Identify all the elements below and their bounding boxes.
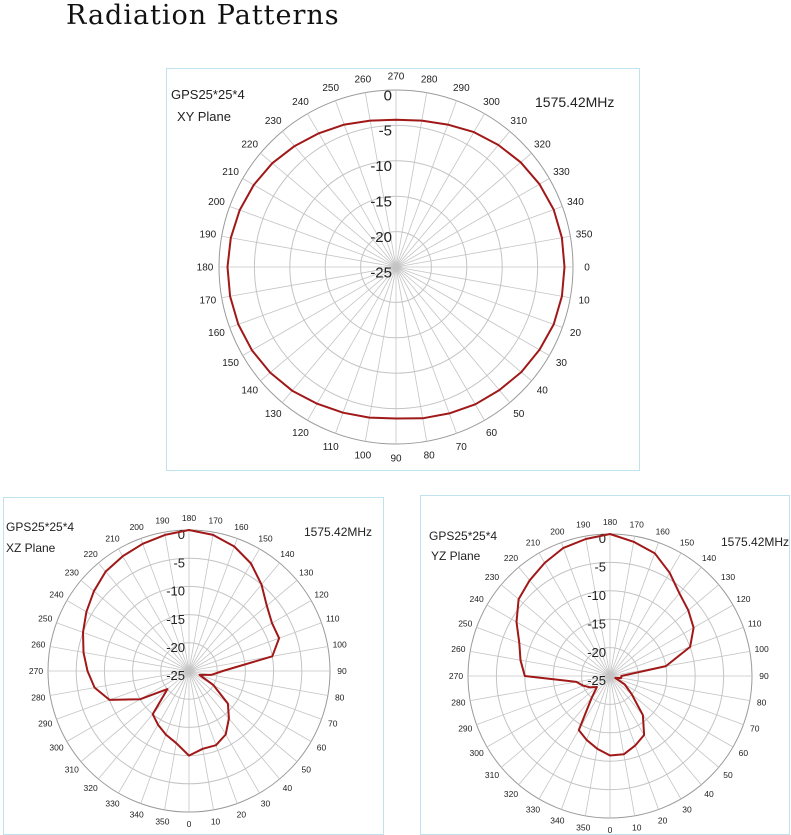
angle-tick-label: 300 <box>483 97 500 109</box>
radial-tick-label: -10 <box>166 583 185 599</box>
polar-grid <box>48 530 330 812</box>
radial-tick-label: -20 <box>166 639 185 655</box>
radial-tick-label: 0 <box>177 527 185 543</box>
angle-tick-label: 50 <box>723 769 733 780</box>
radial-tick-label: -20 <box>370 228 392 246</box>
angle-tick-label: 90 <box>337 665 347 676</box>
angle-tick-label: 50 <box>301 764 311 775</box>
angle-tick-label: 320 <box>83 783 98 794</box>
angle-tick-label: 280 <box>451 697 466 708</box>
angle-tick-label: 320 <box>503 788 519 799</box>
radial-tick-label: -25 <box>166 668 185 684</box>
angle-tick-label: 320 <box>533 139 551 151</box>
radial-tick-label: -5 <box>378 122 392 140</box>
angle-tick-label: 70 <box>749 723 760 734</box>
angle-tick-label: 180 <box>602 516 618 527</box>
angle-tick-label: 170 <box>208 515 223 526</box>
angle-tick-label: 330 <box>105 798 120 809</box>
chart-subtitle: YZ Plane <box>431 549 481 563</box>
radial-tick-label: -10 <box>587 587 606 603</box>
angle-tick-label: 40 <box>704 788 714 799</box>
angle-tick-label: 140 <box>241 385 259 397</box>
angle-tick-label: 120 <box>736 593 751 604</box>
angle-tick-label: 100 <box>354 450 372 462</box>
angle-tick-label: 220 <box>503 553 519 564</box>
radial-tick-label: -15 <box>166 611 185 627</box>
angle-tick-label: 250 <box>322 83 340 95</box>
angle-tick-label: 90 <box>759 670 769 681</box>
angle-tick-label: 270 <box>387 71 405 83</box>
angle-tick-label: 100 <box>754 644 769 655</box>
xy-plane-chart-panel <box>166 68 640 471</box>
angle-tick-label: 10 <box>632 822 642 833</box>
angle-tick-label: 230 <box>484 571 500 582</box>
angle-tick-label: 70 <box>455 441 467 453</box>
angle-tick-label: 130 <box>720 571 736 582</box>
angle-tick-label: 250 <box>38 613 53 624</box>
xy-plane-polar-chart <box>167 69 639 470</box>
radial-tick-label: -5 <box>594 559 606 575</box>
angle-tick-label: 200 <box>129 522 144 533</box>
angle-tick-label: 220 <box>241 139 259 151</box>
chart-title: GPS25*25*4 <box>6 520 75 534</box>
angle-tick-label: 300 <box>469 747 484 758</box>
angle-tick-label: 310 <box>64 764 79 775</box>
angle-tick-label: 80 <box>756 697 767 708</box>
radial-tick-label: -15 <box>587 616 606 632</box>
angle-tick-label: 40 <box>282 783 293 794</box>
angle-tick-label: 30 <box>260 798 271 809</box>
chart-subtitle: XZ Plane <box>6 541 56 555</box>
angle-tick-label: 230 <box>264 116 282 128</box>
angle-tick-label: 270 <box>448 670 464 681</box>
angle-tick-label: 60 <box>316 742 327 753</box>
angle-tick-label: 240 <box>469 593 484 604</box>
angle-tick-label: 190 <box>155 515 170 526</box>
frequency-label: 1575.42MHz <box>304 525 373 539</box>
angle-tick-label: 190 <box>576 519 591 530</box>
angle-tick-label: 200 <box>208 197 225 209</box>
angle-tick-label: 120 <box>314 589 329 600</box>
angle-tick-label: 260 <box>354 74 372 86</box>
angle-tick-label: 290 <box>452 83 470 95</box>
angle-tick-label: 260 <box>451 644 466 655</box>
angle-tick-label: 190 <box>199 229 217 241</box>
angle-tick-label: 10 <box>210 816 221 827</box>
radial-tick-label: 0 <box>598 531 606 547</box>
angle-tick-label: 40 <box>536 385 548 397</box>
angle-tick-label: 310 <box>510 116 528 128</box>
chart-subtitle: XY Plane <box>177 109 231 124</box>
angle-tick-label: 260 <box>31 639 46 650</box>
angle-tick-label: 200 <box>550 526 565 537</box>
angle-tick-label: 250 <box>458 618 473 629</box>
angle-tick-label: 340 <box>129 809 144 820</box>
angle-tick-label: 290 <box>458 723 473 734</box>
angle-tick-label: 30 <box>682 804 692 815</box>
angle-tick-label: 350 <box>575 229 593 241</box>
angle-tick-label: 0 <box>186 818 192 829</box>
angle-tick-label: 240 <box>292 97 309 109</box>
angle-tick-label: 110 <box>325 613 340 624</box>
angle-tick-label: 120 <box>292 427 309 439</box>
polar-grid <box>219 90 573 444</box>
angle-tick-label: 50 <box>513 408 525 420</box>
radial-tick-label: -15 <box>370 193 392 211</box>
angle-tick-label: 240 <box>49 589 64 600</box>
angle-tick-label: 340 <box>550 815 565 826</box>
angle-tick-label: 160 <box>234 522 249 533</box>
angle-tick-label: 10 <box>578 295 590 307</box>
radial-tick-label: -20 <box>587 644 606 660</box>
angle-tick-label: 300 <box>49 742 64 753</box>
xz-plane-polar-chart <box>4 498 383 834</box>
radial-tick-label: -10 <box>370 158 392 176</box>
angle-tick-label: 30 <box>555 358 567 369</box>
angle-tick-label: 340 <box>567 197 584 209</box>
angle-tick-label: 170 <box>629 519 644 530</box>
angle-tick-label: 160 <box>208 327 225 339</box>
angle-tick-label: 150 <box>258 533 273 544</box>
angle-tick-label: 180 <box>196 262 214 274</box>
angle-tick-label: 220 <box>83 548 98 559</box>
chart-title: GPS25*25*4 <box>171 87 245 102</box>
angle-tick-label: 90 <box>390 453 402 465</box>
angle-tick-label: 290 <box>38 718 53 729</box>
angle-tick-label: 140 <box>701 553 717 564</box>
angle-tick-label: 0 <box>584 262 590 274</box>
angle-tick-label: 310 <box>484 769 500 780</box>
angle-tick-label: 280 <box>31 692 46 703</box>
angle-tick-label: 110 <box>747 618 762 629</box>
xz-plane-chart-panel <box>3 497 384 835</box>
page-title: Radiation Patterns <box>66 0 340 31</box>
angle-tick-label: 70 <box>328 718 338 729</box>
radial-tick-label: -25 <box>587 673 606 689</box>
angle-tick-label: 210 <box>105 533 120 544</box>
angle-tick-label: 210 <box>525 537 541 548</box>
angle-tick-label: 140 <box>280 548 295 559</box>
angle-tick-label: 280 <box>420 74 438 86</box>
angle-tick-label: 20 <box>657 815 668 826</box>
angle-tick-label: 130 <box>264 408 282 420</box>
yz-plane-polar-chart <box>421 496 789 834</box>
angle-tick-label: 110 <box>322 441 339 453</box>
angle-tick-label: 60 <box>738 747 749 758</box>
radial-tick-label: -25 <box>370 264 392 282</box>
angle-tick-label: 0 <box>607 824 613 834</box>
angle-tick-label: 210 <box>222 167 239 178</box>
angle-tick-label: 80 <box>334 692 345 703</box>
polar-grid <box>468 534 752 818</box>
yz-plane-chart-panel <box>420 495 790 835</box>
radial-tick-label: 0 <box>383 87 392 105</box>
angle-tick-label: 330 <box>553 167 570 178</box>
angle-tick-label: 60 <box>485 427 498 439</box>
angle-tick-label: 180 <box>181 512 197 523</box>
angle-tick-label: 350 <box>576 822 591 833</box>
chart-title: GPS25*25*4 <box>429 529 498 543</box>
angle-tick-label: 80 <box>423 450 435 462</box>
angle-tick-label: 170 <box>199 295 217 307</box>
angle-tick-label: 230 <box>64 567 79 578</box>
angle-tick-label: 270 <box>28 665 44 676</box>
angle-tick-label: 130 <box>299 567 314 578</box>
angle-tick-label: 330 <box>525 804 541 815</box>
angle-tick-label: 150 <box>679 537 695 548</box>
angle-tick-label: 160 <box>655 526 670 537</box>
angle-tick-label: 100 <box>332 639 347 650</box>
angle-tick-label: 350 <box>155 816 170 827</box>
angle-tick-label: 20 <box>236 809 247 820</box>
frequency-label: 1575.42MHz <box>721 535 789 549</box>
frequency-label: 1575.42MHz <box>535 94 615 110</box>
radial-tick-label: -5 <box>173 555 185 571</box>
angle-tick-label: 150 <box>222 358 239 369</box>
angle-tick-label: 20 <box>569 327 582 339</box>
